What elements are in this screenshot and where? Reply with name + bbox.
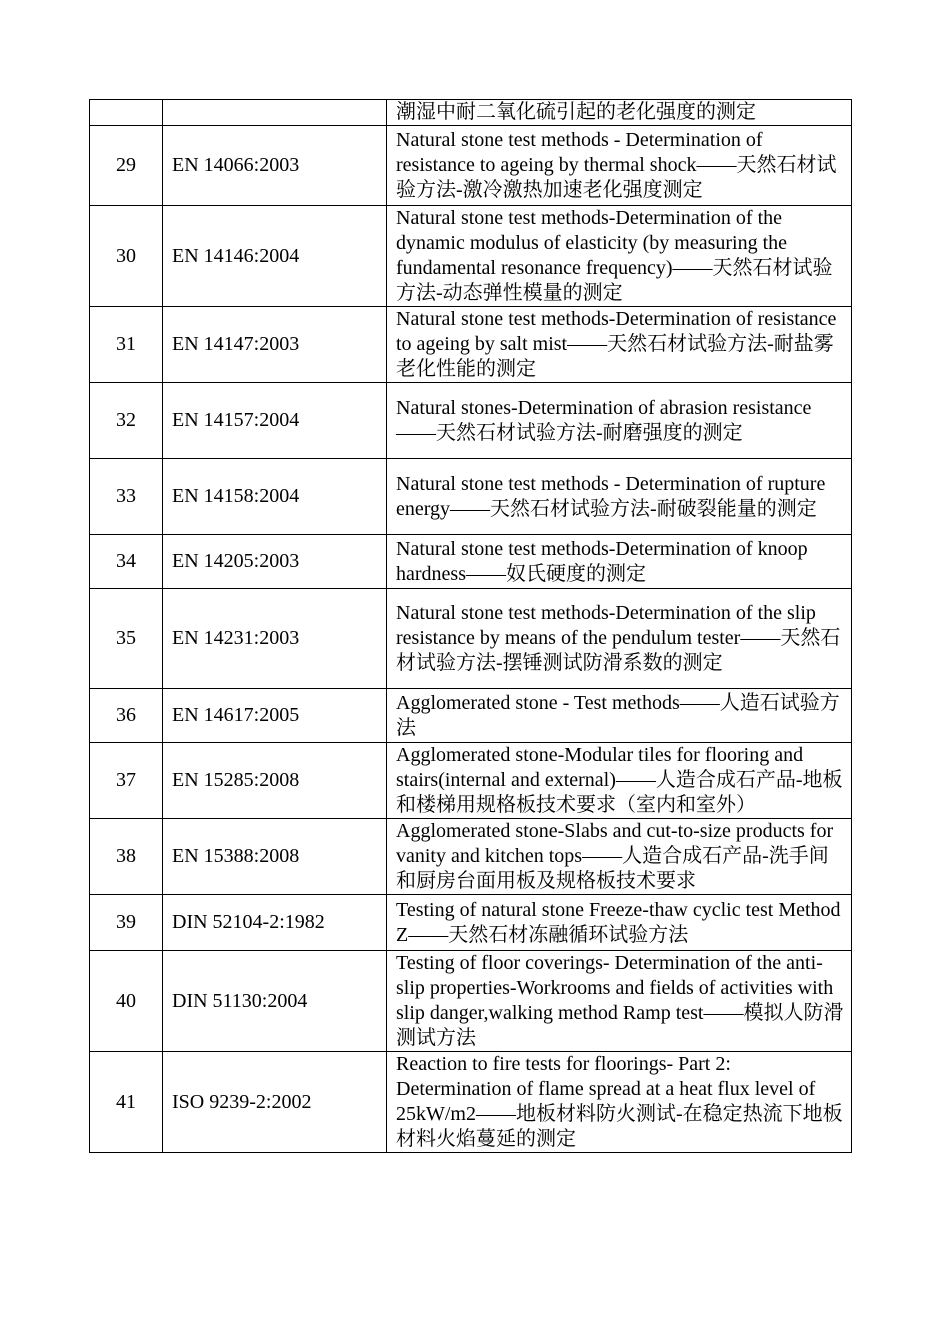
row-number-cell [90,100,163,126]
row-number-cell: 31 [90,307,163,383]
standard-title-cell: Natural stones-Determination of abrasion resistance——天然石材试验方法-耐磨强度的测定 [387,383,852,459]
standard-code-cell: ISO 9239-2:2002 [163,1052,387,1153]
row-number-cell: 29 [90,126,163,206]
standard-code-cell: EN 14205:2003 [163,535,387,589]
standard-title-cell: Natural stone test methods-Determination of resistance to ageing by salt mist——天然石材试验方法-耐盐雾老化性能的测定 [387,307,852,383]
row-number-cell: 38 [90,819,163,895]
standard-title-cell: 潮湿中耐二氧化硫引起的老化强度的测定 [387,100,852,126]
table-row [90,206,852,307]
standard-code-cell: EN 15388:2008 [163,819,387,895]
table-row [90,126,852,206]
standard-title-cell: Reaction to fire tests for floorings- Part 2: Determination of flame spread at a heat flux level of 25kW/m2——地板材料防火测试-在稳定热流下地板材料火焰蔓延的测定 [387,1052,852,1153]
standard-code-cell: EN 14158:2004 [163,459,387,535]
standard-title-cell: Natural stone test methods-Determination of knoop hardness——奴氏硬度的测定 [387,535,852,589]
standard-title-cell: Natural stone test methods-Determination of the dynamic modulus of elasticity (by measuring the fundamental resonance frequency)——天然石材试验方法-动态弹性模量的测定 [387,206,852,307]
row-number-cell: 37 [90,743,163,819]
standard-title-cell: Natural stone test methods-Determination of the slip resistance by means of the pendulum tester——天然石材试验方法-摆锤测试防滑系数的测定 [387,589,852,689]
row-number-cell: 39 [90,895,163,951]
table-row [90,689,852,743]
standard-title-cell: Natural stone test methods - Determination of rupture energy——天然石材试验方法-耐破裂能量的测定 [387,459,852,535]
standard-title-cell: Testing of natural stone Freeze-thaw cyclic test Method Z——天然石材冻融循环试验方法 [387,895,852,951]
standard-title-cell: Agglomerated stone-Modular tiles for flooring and stairs(internal and external)——人造合成石产品-地板和楼梯用规格板技术要求（室内和室外） [387,743,852,819]
standard-title-cell: Testing of floor coverings- Determination of the anti-slip properties-Workrooms and fields of activities with slip danger,walking method Ramp test——模拟人防滑测试方法 [387,951,852,1052]
standard-code-cell: EN 14146:2004 [163,206,387,307]
row-number-cell: 34 [90,535,163,589]
table-row [90,819,852,895]
row-number-cell: 40 [90,951,163,1052]
standard-code-cell: EN 14231:2003 [163,589,387,689]
standard-title-cell: Agglomerated stone - Test methods——人造石试验方法 [387,689,852,743]
standards-table [89,99,852,1153]
standard-code-cell: DIN 52104-2:1982 [163,895,387,951]
table-row [90,589,852,689]
table-row [90,895,852,951]
standard-code-cell: EN 14157:2004 [163,383,387,459]
standard-code-cell: EN 15285:2008 [163,743,387,819]
standard-title-cell: Natural stone test methods - Determination of resistance to ageing by thermal shock——天然石材试验方法-激冷激热加速老化强度测定 [387,126,852,206]
row-number-cell: 33 [90,459,163,535]
table-row-continuation [90,100,852,126]
row-number-cell: 41 [90,1052,163,1153]
standard-code-cell [163,100,387,126]
row-number-cell: 36 [90,689,163,743]
standard-code-cell: DIN 51130:2004 [163,951,387,1052]
table-row [90,383,852,459]
table-row [90,307,852,383]
row-number-cell: 32 [90,383,163,459]
row-number-cell: 35 [90,589,163,689]
table-row [90,535,852,589]
table-row [90,1052,852,1153]
table-row [90,951,852,1052]
row-number-cell: 30 [90,206,163,307]
standard-code-cell: EN 14617:2005 [163,689,387,743]
table-row [90,743,852,819]
table-row [90,459,852,535]
standard-code-cell: EN 14147:2003 [163,307,387,383]
standard-title-cell: Agglomerated stone-Slabs and cut-to-size products for vanity and kitchen tops——人造合成石产品-洗手间和厨房台面用板及规格板技术要求 [387,819,852,895]
standard-code-cell: EN 14066:2003 [163,126,387,206]
